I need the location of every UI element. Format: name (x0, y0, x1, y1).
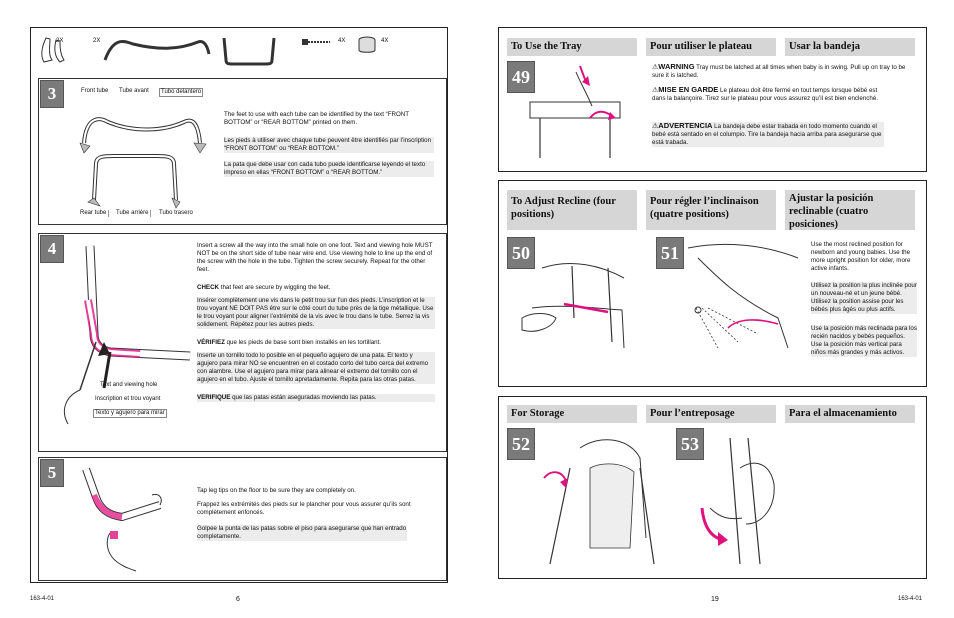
step-50-number: 50 (507, 237, 535, 269)
right-page-number: 19 (711, 596, 719, 603)
rear-tube-diagram (80, 150, 190, 210)
tray-warning-en: ⚠WARNING Tray must be latched at all times when baby is in swing. Pull up on tray to be sure it is latched. (652, 62, 906, 79)
qty-b: 2X (93, 38, 101, 44)
step-4-number: 4 (40, 235, 64, 263)
front-tube-label: Front tube (81, 88, 109, 94)
tray-warning-fr: ⚠MISE EN GARDE Le plateau doit être fermé en tout temps lorsque bébé est dans la balançoire. Tirez sur le plateau pour vous assurez qu’il est bien enclenché. (652, 85, 878, 102)
step-3-number: 3 (40, 80, 64, 108)
step-5-text-fr: Frappez les extrémités des pieds sur le plancher pour vous assurer qu’ils sont complètement enfoncés. (197, 501, 411, 516)
step-5-text-es: Golpee la punta de las patas sobre el piso para asegurarse que han entrado completamente. (197, 525, 407, 540)
step-4-text-es: Inserte un tornillo todo lo posible en el pequeño agujero de una pata. El texto y agujero para mirar NO se encuentren en el costado corto del tubo cerca del extremo con alambre. Use el agujero para mirar para alinear el extremo del tornillo con el agujero en el tubo. Ajuste el tornillo apretadamente. Repita para las otras patas. (197, 352, 435, 384)
left-page-number: 6 (236, 596, 240, 603)
step-3-text-fr: Les pieds à utiliser avec chaque tube peuvent être identifiés par l’inscription “FRONT BOTTOM” ou “REAR BOTTOM.” (224, 137, 434, 153)
tray-warning-es: ⚠ADVERTENCIA La bandeja debe estar trabada en todo momento cuando el bebé está sentado en el columpio. Tire la bandeja hacia arriba para asegurarse que está trabada. (652, 122, 884, 147)
step-4-check-en: CHECK that feet are secure by wiggling the feet. (197, 284, 331, 291)
step-53-number: 53 (676, 428, 704, 460)
right-footer-code: 163-4-01 (898, 596, 923, 602)
tray-diagram (520, 62, 630, 162)
cap-part-icon (357, 36, 377, 54)
storage-heading-es: Para el almacenamiento (785, 405, 915, 423)
step-51-number: 51 (656, 237, 684, 269)
viewing-hole-label-es: Texto y agujero para mirar (95, 410, 165, 416)
step-4-text-fr: Insérer complètement une vis dans le petit trou sur l’un des pieds. L’inscription et le trou voyant NE DOIT PAS être sur le côté court du tube près de la tige métallique. Use le trou voyant pour aligner l’extrémité de la vis avec le trou dans le tube. Serrez la vis solidement. Répétez pour les autres pieds. (197, 297, 434, 328)
front-tube-label-fr: Tube avant (119, 88, 149, 94)
recline-positions-diagram (658, 238, 808, 358)
tray-heading-es: Usar la bandeja (785, 38, 915, 56)
qty-a: 2X (56, 38, 64, 44)
step-49-number: 49 (507, 61, 535, 93)
step-5-text-en: Tap leg tips on the floor to be sure they are completely on. (197, 487, 356, 494)
leg-tap-diagram (66, 465, 186, 575)
tray-heading-en: To Use the Tray (507, 38, 637, 56)
recline-heading-es: Ajustar la posición reclinable (cuatro posiciones) (785, 190, 915, 230)
step-4-text-en: Insert a screw all the way into the small hole on one foot. Text and viewing hole MUST NOT be on the short side of tube near wire end. Use viewing hole to line up the end of the screw with the hole in the tube. Tighten the screw securely. Repeat for the other feet. (197, 242, 433, 273)
qty-d: 4X (381, 38, 389, 44)
storage-folded-diagram (690, 428, 800, 568)
recline-text-es: Use la posición más reclinada para los recién nacidos y bebés pequeños. Use la posición más vertical para niños más grandes y más activos. (811, 325, 917, 356)
step-4-check-es: VERIFIQUE que las patas están aseguradas moviendo las patas. (197, 394, 435, 402)
recline-heading-en: To Adjust Recline (four positions) (507, 190, 637, 230)
recline-lever-diagram (512, 238, 632, 358)
step-3-text-es: La pata que debe usar con cada tubo puede identificarse leyendo el texto impreso en ellas “FRONT BOTTOM” o “REAR BOTTOM.” (224, 161, 434, 177)
tray-heading-fr: Pour utiliser le plateau (646, 38, 776, 56)
front-tube-part-icon (103, 34, 213, 64)
rear-tube-label-fr: Tube arrière (116, 210, 151, 217)
qty-c: 4X (338, 38, 346, 44)
viewing-hole-label: Text and viewing hole (100, 382, 158, 388)
recline-text-en: Use the most reclined position for newborn and young babies. Use the more upright position for older, more active infants. (811, 241, 911, 272)
viewing-hole-label-fr: Inscription et trou voyant (95, 396, 161, 402)
storage-heading-fr: Pour l’entreposage (646, 405, 776, 423)
step-4-check-fr: VÉRIFIEZ que les pieds de base sont bien installés en les tortillant. (197, 339, 382, 346)
step-52-number: 52 (507, 428, 535, 460)
left-footer-code: 163-4-01 (30, 596, 55, 602)
front-tube-label-es: Tubo delantero (161, 89, 202, 95)
foot-part-icon (38, 36, 68, 66)
step-5-number: 5 (40, 459, 64, 487)
rear-tube-part-icon (220, 36, 280, 66)
storage-fold-diagram (530, 428, 660, 568)
rear-tube-label: Rear tube (80, 210, 109, 217)
recline-text-fr: Utilisez la position la plus inclinée pour un nouveau-né et un jeune bébé. Utilisez la position assise pour les bébés plus âgés ou plus actifs. (811, 282, 917, 313)
screw-part-icon (302, 37, 332, 47)
rear-tube-label-es: Tubo trasero (159, 210, 193, 216)
step-3-text-en: The feet to use with each tube can be identified by the text “FRONT BOTTOM” or “REAR BOTTOM” printed on them. (224, 111, 409, 126)
front-tube-diagram (72, 98, 212, 158)
storage-heading-en: For Storage (507, 405, 637, 423)
recline-heading-fr: Pour régler l’inclinaison (quatre positions) (646, 190, 776, 230)
